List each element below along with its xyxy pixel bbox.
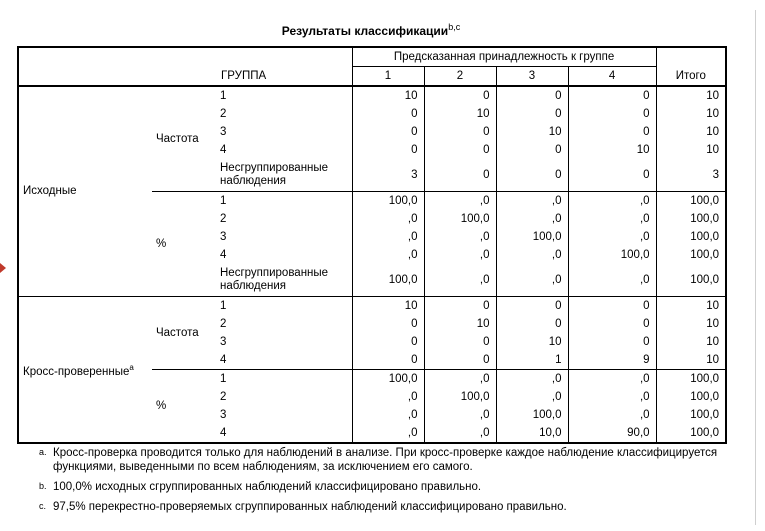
group-row-label-text: 1 (220, 372, 227, 385)
group-row-label (216, 370, 352, 389)
table-cell[interactable]: 0 (424, 159, 496, 192)
total-cell[interactable]: 100,0 (656, 264, 726, 297)
group-row-label-text: 3 (220, 125, 227, 138)
group-row-label (216, 141, 352, 159)
footnote (39, 480, 719, 494)
output-viewer (17, 10, 725, 525)
table-cell[interactable]: 0 (568, 105, 656, 123)
total-cell[interactable]: 10 (656, 351, 726, 370)
footnote (39, 446, 719, 474)
group-row-label-text: 2 (220, 317, 227, 330)
measure-label: Частота (152, 297, 216, 370)
table-cell[interactable]: 10 (424, 315, 496, 333)
table-cell[interactable]: 10 (568, 141, 656, 159)
table-cell[interactable]: 0 (424, 333, 496, 351)
group-row-label-text: 1 (220, 89, 227, 102)
table-cell[interactable]: 0 (496, 159, 568, 192)
table-cell[interactable]: 100,0 (352, 192, 424, 211)
footnote (39, 500, 719, 514)
footnotes (39, 446, 719, 520)
group-label: ГРУППА (221, 70, 267, 82)
table-cell[interactable]: 0 (424, 297, 496, 316)
table-cell[interactable]: 0 (352, 105, 424, 123)
table-cell[interactable]: 100,0 (352, 370, 424, 389)
group-row-label (216, 105, 352, 123)
predicted-membership-header: Предсказанная принадлежность к группе (352, 47, 656, 67)
table-cell[interactable]: 3 (352, 159, 424, 192)
group-row-label-text: 4 (220, 353, 227, 366)
table-cell[interactable]: 0 (568, 297, 656, 316)
table-cell[interactable]: 1 (496, 351, 568, 370)
group-row-label (216, 315, 352, 333)
total-cell[interactable]: 10 (656, 123, 726, 141)
table-cell[interactable]: ,0 (568, 228, 656, 246)
footnote-label: c. (39, 501, 47, 511)
group-row-label (216, 159, 352, 192)
group-row-label-text: Несгруппированные наблюдения (220, 162, 329, 187)
total-cell[interactable]: 10 (656, 105, 726, 123)
footnote-label: b. (39, 481, 47, 491)
table-cell[interactable]: 10 (424, 105, 496, 123)
total-cell[interactable]: 10 (656, 297, 726, 316)
table-cell[interactable]: ,0 (424, 264, 496, 297)
group-row-label-text: 4 (220, 426, 227, 439)
table-cell[interactable]: ,0 (496, 264, 568, 297)
group-row-label (216, 333, 352, 351)
header-corner (18, 47, 352, 86)
group-row-label (216, 246, 352, 264)
table-title-text: Результаты классификации (281, 24, 449, 38)
total-cell[interactable]: 100,0 (656, 210, 726, 228)
table-cell[interactable]: 10 (496, 333, 568, 351)
footnote-text: 97,5% перекрестно-проверяемых сгруппированных наблюдений классифицировано правильно. (53, 501, 567, 513)
table-cell[interactable]: 0 (496, 141, 568, 159)
table-row (18, 86, 726, 105)
table-cell[interactable]: ,0 (352, 246, 424, 264)
table-cell[interactable]: 0 (496, 105, 568, 123)
table-cell[interactable]: 0 (568, 333, 656, 351)
table-cell[interactable]: ,0 (352, 406, 424, 424)
table-cell[interactable]: 0 (424, 141, 496, 159)
group-row-label-text: 2 (220, 107, 227, 120)
table-cell[interactable]: ,0 (568, 264, 656, 297)
table-cell[interactable]: ,0 (568, 388, 656, 406)
section-label (18, 86, 152, 297)
group-row-label-text: 2 (220, 212, 227, 225)
footnote-label: a. (39, 447, 47, 457)
predicted-group-header: 4 (568, 67, 656, 87)
footnote-text: 100,0% исходных сгруппированных наблюдений классифицировано правильно. (53, 481, 482, 493)
total-cell[interactable]: 10 (656, 86, 726, 105)
table-cell[interactable]: 100,0 (568, 246, 656, 264)
group-row-label-text: Несгруппированные наблюдения (220, 267, 329, 292)
group-row-label (216, 123, 352, 141)
group-row-label (216, 210, 352, 228)
group-row-label (216, 388, 352, 406)
table-cell[interactable]: 0 (424, 351, 496, 370)
group-row-label (216, 228, 352, 246)
group-row-label-text: 4 (220, 143, 227, 156)
total-cell[interactable]: 100,0 (656, 228, 726, 246)
table-cell[interactable]: 0 (496, 86, 568, 105)
group-row-label (216, 406, 352, 424)
table-cell[interactable]: 10,0 (496, 424, 568, 443)
table-cell[interactable]: ,0 (352, 388, 424, 406)
group-row-label (216, 86, 352, 105)
table-cell[interactable]: 100,0 (496, 228, 568, 246)
table-cell[interactable]: 100,0 (352, 264, 424, 297)
table-cell[interactable]: 0 (496, 315, 568, 333)
table-cell[interactable]: ,0 (496, 192, 568, 211)
table-cell[interactable]: ,0 (568, 406, 656, 424)
total-cell[interactable]: 10 (656, 315, 726, 333)
table-cell[interactable]: ,0 (352, 228, 424, 246)
total-cell[interactable]: 100,0 (656, 388, 726, 406)
group-row-label-text: 2 (220, 390, 227, 403)
viewer-edge-divider (755, 10, 756, 525)
total-cell[interactable]: 10 (656, 333, 726, 351)
table-cell[interactable]: ,0 (496, 246, 568, 264)
table-cell[interactable]: ,0 (496, 388, 568, 406)
table-cell[interactable]: 0 (352, 315, 424, 333)
table-cell[interactable]: 0 (568, 159, 656, 192)
table-cell[interactable]: 0 (424, 123, 496, 141)
group-row-label-text: 3 (220, 408, 227, 421)
header-row (18, 47, 726, 67)
table-cell[interactable]: ,0 (496, 210, 568, 228)
table-cell[interactable]: 100,0 (424, 388, 496, 406)
row-marker-icon (0, 263, 6, 273)
table-cell[interactable]: 0 (352, 123, 424, 141)
section-name: Кросс-проверенные (23, 365, 130, 378)
group-row-label (216, 351, 352, 370)
footnote-text: Кросс-проверка проводится только для наблюдений в анализе. При кросс-проверке каждое наблюдение классифицируется функциями, выведенными по всем наблюдениям, за исключением его самого. (53, 447, 718, 473)
table-cell[interactable]: 0 (352, 333, 424, 351)
table-cell[interactable]: ,0 (424, 192, 496, 211)
group-row-label (216, 424, 352, 443)
total-cell[interactable]: 100,0 (656, 406, 726, 424)
group-row-label (216, 264, 352, 297)
table-row (18, 297, 726, 316)
table-cell[interactable]: ,0 (424, 228, 496, 246)
total-cell[interactable]: 3 (656, 159, 726, 192)
table-cell[interactable]: 100,0 (424, 210, 496, 228)
table-cell[interactable]: 0 (568, 315, 656, 333)
section-name: Исходные (23, 185, 77, 197)
group-row-label (216, 297, 352, 316)
group-row-label (216, 192, 352, 211)
total-header: Итого (656, 47, 726, 86)
table-cell[interactable]: 10 (352, 86, 424, 105)
table-cell[interactable]: ,0 (352, 424, 424, 443)
table-cell[interactable]: 0 (568, 123, 656, 141)
total-cell[interactable]: 100,0 (656, 370, 726, 389)
table-cell[interactable]: ,0 (424, 424, 496, 443)
table-cell[interactable]: 100,0 (496, 406, 568, 424)
predicted-group-header: 3 (496, 67, 568, 87)
table-cell[interactable]: 0 (424, 86, 496, 105)
measure-label: % (152, 192, 216, 297)
table-cell[interactable]: ,0 (352, 210, 424, 228)
table-cell[interactable]: ,0 (424, 370, 496, 389)
classification-results-table[interactable] (17, 46, 727, 444)
table-cell[interactable]: 10 (352, 297, 424, 316)
predicted-group-header: 2 (424, 67, 496, 87)
group-row-label-text: 1 (220, 299, 227, 312)
table-cell[interactable]: 0 (496, 297, 568, 316)
table-cell[interactable]: ,0 (496, 370, 568, 389)
table-cell[interactable]: ,0 (424, 406, 496, 424)
table-cell[interactable]: 9 (568, 351, 656, 370)
group-row-label-text: 1 (220, 194, 227, 207)
total-cell[interactable]: 100,0 (656, 246, 726, 264)
table-cell[interactable]: ,0 (568, 370, 656, 389)
table-title-footnote-ref: b,c (448, 22, 461, 32)
section-footnote-ref: a (129, 362, 134, 372)
predicted-group-header: 1 (352, 67, 424, 87)
group-row-label-text: 3 (220, 335, 227, 348)
table-cell[interactable]: 0 (352, 141, 424, 159)
total-cell[interactable]: 100,0 (656, 192, 726, 211)
table-title (17, 22, 725, 38)
table-cell[interactable]: ,0 (568, 192, 656, 211)
table-cell[interactable]: 0 (568, 86, 656, 105)
table-cell[interactable]: ,0 (568, 210, 656, 228)
table-cell[interactable]: 90,0 (568, 424, 656, 443)
table-cell[interactable]: 10 (496, 123, 568, 141)
group-row-label-text: 4 (220, 248, 227, 261)
table-cell[interactable]: 0 (352, 351, 424, 370)
section-label (18, 297, 152, 444)
total-cell[interactable]: 100,0 (656, 424, 726, 443)
total-cell[interactable]: 10 (656, 141, 726, 159)
measure-label: % (152, 370, 216, 444)
measure-label: Частота (152, 86, 216, 192)
group-row-label-text: 3 (220, 230, 227, 243)
table-cell[interactable]: ,0 (424, 246, 496, 264)
